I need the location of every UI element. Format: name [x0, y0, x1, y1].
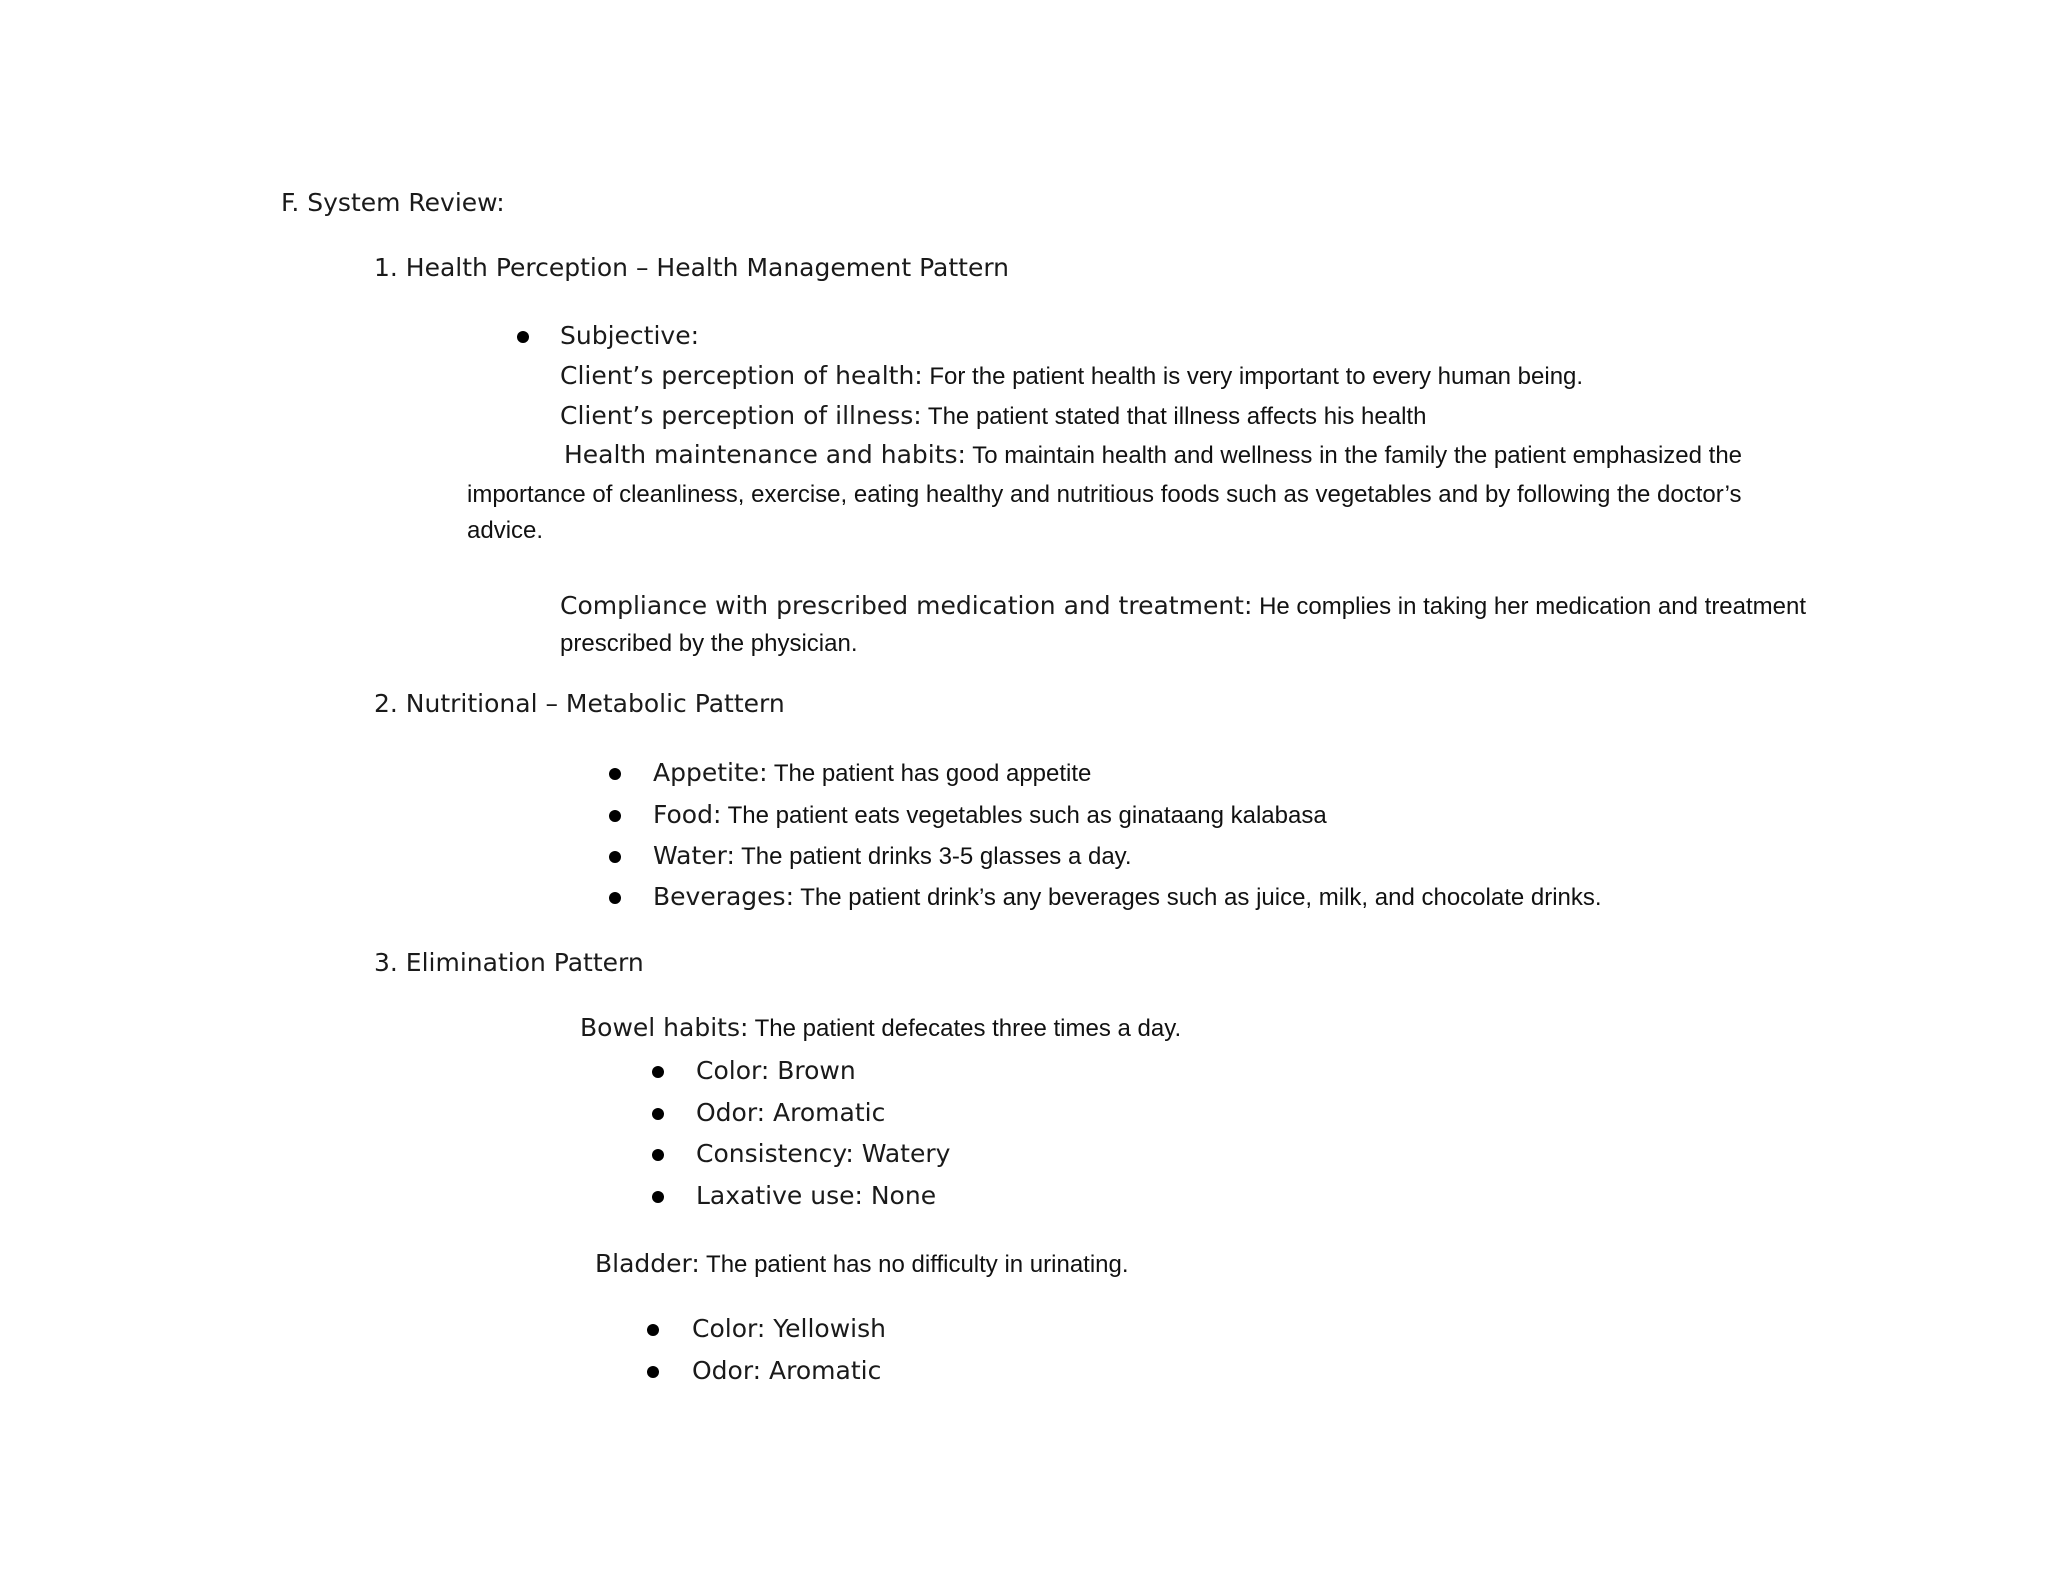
bullet-icon [609, 768, 621, 780]
food-label: Food: [653, 800, 722, 829]
bowel-habits-value: The patient defecates three times a day. [748, 1015, 1182, 1042]
bullet-icon [652, 1191, 664, 1203]
water-label: Water: [653, 841, 735, 870]
bowel-odor-item: Odor: Aromatic [696, 1098, 886, 1127]
maintenance-line-3: advice. [467, 517, 544, 544]
appetite-value: The patient has good appetite [767, 760, 1092, 787]
compliance-label: Compliance with prescribed medication and treatment: [560, 591, 1253, 620]
compliance-line-1 [560, 592, 1806, 621]
pattern-2-title: 2. Nutritional – Metabolic Pattern [374, 689, 785, 718]
appetite-item [653, 759, 1091, 788]
water-item [653, 842, 1132, 871]
bullet-icon [609, 851, 621, 863]
bowel-consistency-item: Consistency: Watery [696, 1139, 951, 1168]
water-value: The patient drinks 3-5 glasses a day. [734, 843, 1132, 870]
perception-illness-label: Client’s perception of illness: [560, 401, 922, 430]
bullet-icon [652, 1108, 664, 1120]
bladder-value: The patient has no difficulty in urinating. [699, 1251, 1129, 1278]
compliance-line-2: prescribed by the physician. [560, 630, 858, 657]
perception-illness-line [560, 402, 1426, 431]
maintenance-value-1: To maintain health and wellness in the family the patient emphasized the [965, 442, 1743, 469]
compliance-value-1: He complies in taking her medication and treatment [1252, 593, 1807, 620]
beverages-item [653, 883, 1602, 912]
bullet-icon [652, 1149, 664, 1161]
food-value: The patient eats vegetables such as ginataang kalabasa [721, 802, 1327, 829]
subjective-label: Subjective: [560, 321, 700, 350]
maintenance-line-1 [564, 441, 1742, 470]
laxative-use-item: Laxative use: None [696, 1181, 937, 1210]
maintenance-line-2: importance of cleanliness, exercise, eating healthy and nutritious foods such as vegetables and by following the doctor’s [467, 481, 1742, 508]
bullet-icon [517, 331, 529, 343]
bowel-habits-line [580, 1014, 1181, 1043]
bladder-color-item: Color: Yellowish [692, 1314, 886, 1343]
bowel-color-item: Color: Brown [696, 1056, 856, 1085]
pattern-1-title: 1. Health Perception – Health Management Pattern [374, 253, 1010, 282]
perception-health-line [560, 362, 1583, 391]
pattern-3-title: 3. Elimination Pattern [374, 948, 644, 977]
bladder-line [595, 1250, 1129, 1279]
perception-health-value: For the patient health is very important to every human being. [922, 363, 1584, 390]
bullet-icon [609, 892, 621, 904]
bladder-label: Bladder: [595, 1249, 700, 1278]
beverages-label: Beverages: [653, 882, 795, 911]
bowel-habits-label: Bowel habits: [580, 1013, 749, 1042]
perception-health-label: Client’s perception of health: [560, 361, 923, 390]
bullet-icon [652, 1066, 664, 1078]
bullet-icon [647, 1324, 659, 1336]
section-title: F. System Review: [281, 188, 505, 217]
perception-illness-value: The patient stated that illness affects his health [921, 403, 1427, 430]
maintenance-label: Health maintenance and habits: [564, 440, 966, 469]
food-item [653, 801, 1327, 830]
appetite-label: Appetite: [653, 758, 768, 787]
bladder-odor-item: Odor: Aromatic [692, 1356, 882, 1385]
bullet-icon [609, 810, 621, 822]
bullet-icon [647, 1366, 659, 1378]
beverages-value: The patient drink’s any beverages such as juice, milk, and chocolate drinks. [794, 884, 1602, 911]
